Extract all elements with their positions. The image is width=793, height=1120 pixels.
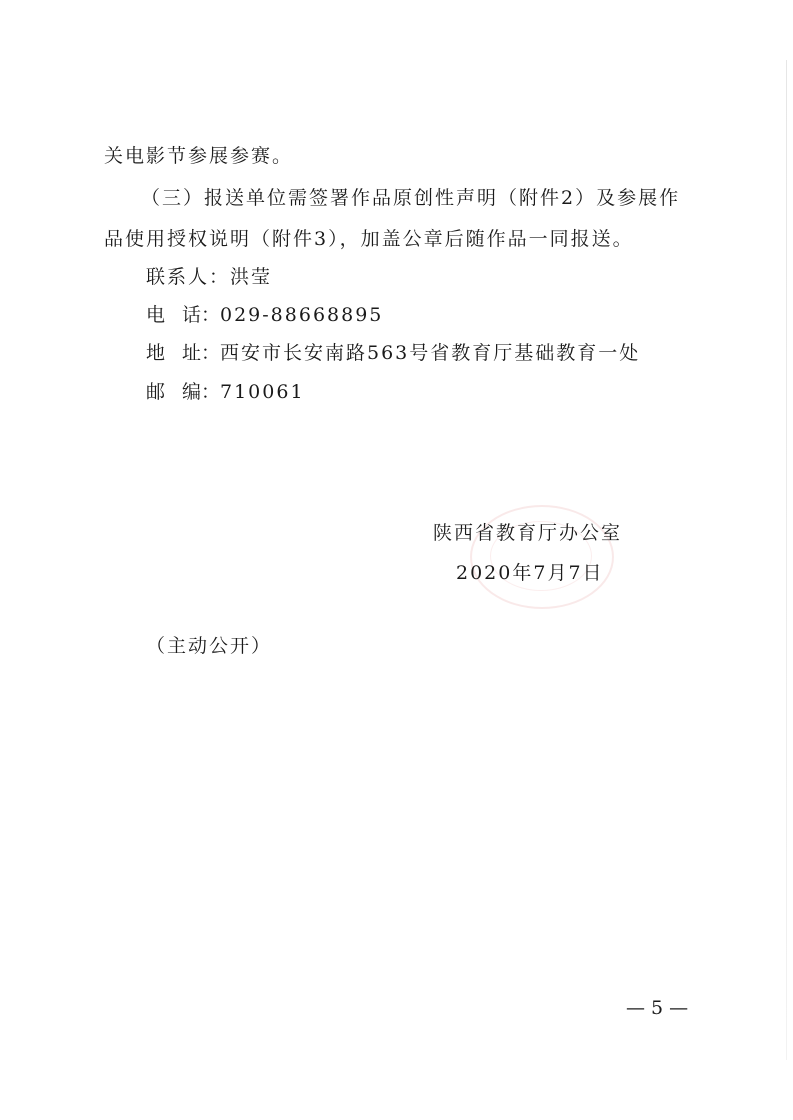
signature-date: 2020年7月7日 [456,562,604,584]
phone-label [146,303,220,327]
address-row [146,341,640,365]
scan-edge-line [786,60,787,1060]
contact-person-label: 联系人： [146,266,231,288]
phone-value: 029-88668895 [220,304,384,326]
signature-office: 陕西省教育厅办公室 [433,522,623,544]
phone-label-char-1: 电 [146,304,166,326]
phone-label-char-2: 话： [182,304,221,326]
contact-person-value: 洪莹 [230,266,273,288]
postcode-value: 710061 [220,381,305,403]
postcode-row [146,380,305,404]
address-label-char-2: 址： [182,342,221,364]
postcode-label-char-2: 编： [182,381,221,403]
postcode-label-char-1: 邮 [146,381,166,403]
phone-row [146,303,383,327]
contact-person-row [146,265,272,289]
address-value: 西安市长安南路563号省教育厅基础教育一处 [220,342,641,364]
postcode-label [146,380,220,404]
paragraph-line-3: 品使用授权说明（附件3），加盖公章后随作品一同报送。 [104,228,634,250]
address-label-char-1: 地 [146,342,166,364]
address-label [146,341,220,365]
paragraph-line-2: （三）报送单位需签署作品原创性声明（附件2）及参展作 [141,187,681,209]
disclosure-note: （主动公开） [146,635,273,657]
paragraph-line-1: 关电影节参展参赛。 [104,145,294,167]
page-number: — 5 — [626,997,689,1019]
